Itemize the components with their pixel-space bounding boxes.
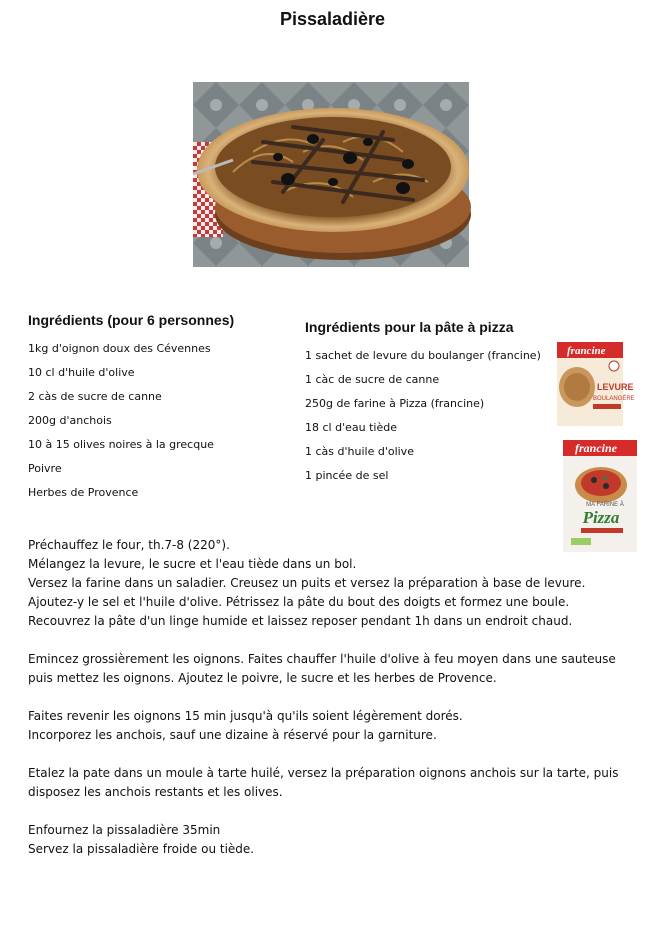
dough-item: 250g de farine à Pizza (francine) xyxy=(305,397,485,410)
yeast-line2: BOULANGÈRE xyxy=(593,396,635,402)
ingredient-item: 10 cl d'huile d'olive xyxy=(28,366,135,379)
instruction-line: Recouvrez la pâte d'un linge humide et laissez reposer pendant 1h dans un endroit chaud. xyxy=(28,614,573,628)
instruction-line: Versez la farine dans un saladier. Creusez un puits et versez la préparation à base de levure. Ajoutez-y le sel et l'huile d'olive. Pétrissez la pâte du bout des doigts et formez une boule. xyxy=(28,576,586,609)
instruction-line: Emincez grossièrement les oignons. Faites chauffer l'huile d'olive à feu moyen dans une sauteuse puis mettez les oignons. Ajoutez le poivre, le sucre et les herbes de Provence. xyxy=(28,652,616,685)
instructions xyxy=(28,536,638,859)
yeast-brand: francine xyxy=(567,345,606,357)
paragraph-gap xyxy=(28,802,638,821)
instruction-line: Etalez la pate dans un moule à tarte huilé, versez la préparation oignons anchois sur la tarte, puis disposez les anchois restants et les olives. xyxy=(28,766,619,799)
ingredient-item: 200g d'anchois xyxy=(28,414,112,427)
dough-item: 1 càc de sucre de canne xyxy=(305,373,440,386)
dough-heading: Ingrédients pour la pâte à pizza xyxy=(305,319,514,335)
dough-item: 1 càs d'huile d'olive xyxy=(305,445,414,458)
pissaladiere-photo xyxy=(193,82,469,267)
flour-line2: Pizza xyxy=(582,508,620,527)
instruction-line: Enfournez la pissaladière 35min xyxy=(28,823,221,837)
instruction-line: Incorporez les anchois, sauf une dizaine à réservé pour la garniture. xyxy=(28,728,437,742)
yeast-line1: LEVURE xyxy=(597,382,634,392)
instruction-line: Mélangez la levure, le sucre et l'eau tiède dans un bol. xyxy=(28,557,357,571)
ingredient-item: Herbes de Provence xyxy=(28,486,139,499)
flour-brand: francine xyxy=(575,441,617,455)
ingredient-item: Poivre xyxy=(28,462,62,475)
ingredients-section xyxy=(28,311,234,505)
paragraph-gap xyxy=(28,688,638,707)
ingredient-item: 2 càs de sucre de canne xyxy=(28,390,162,403)
dough-item: 18 cl d'eau tiède xyxy=(305,421,397,434)
instruction-line: Faites revenir les oignons 15 min jusqu'à qu'ils soient légèrement dorés. xyxy=(28,709,463,723)
dough-item: 1 pincée de sel xyxy=(305,469,389,482)
instruction-line: Préchauffez le four, th.7-8 (220°). xyxy=(28,538,230,552)
page-title: Pissaladière xyxy=(279,9,386,29)
paragraph-gap xyxy=(28,745,638,764)
ingredient-item: 10 à 15 olives noires à la grecque xyxy=(28,438,214,451)
instruction-line: Servez la pissaladière froide ou tiède. xyxy=(28,842,255,856)
paragraph-gap xyxy=(28,631,638,650)
ingredients-heading: Ingrédients (pour 6 personnes) xyxy=(28,312,235,328)
flour-line1: MA FARINE À xyxy=(586,502,624,508)
dough-section xyxy=(305,318,541,488)
yeast-package xyxy=(557,342,635,426)
ingredient-item: 1kg d'oignon doux des Cévennes xyxy=(28,342,211,355)
dough-item: 1 sachet de levure du boulanger (francine) xyxy=(305,349,541,362)
